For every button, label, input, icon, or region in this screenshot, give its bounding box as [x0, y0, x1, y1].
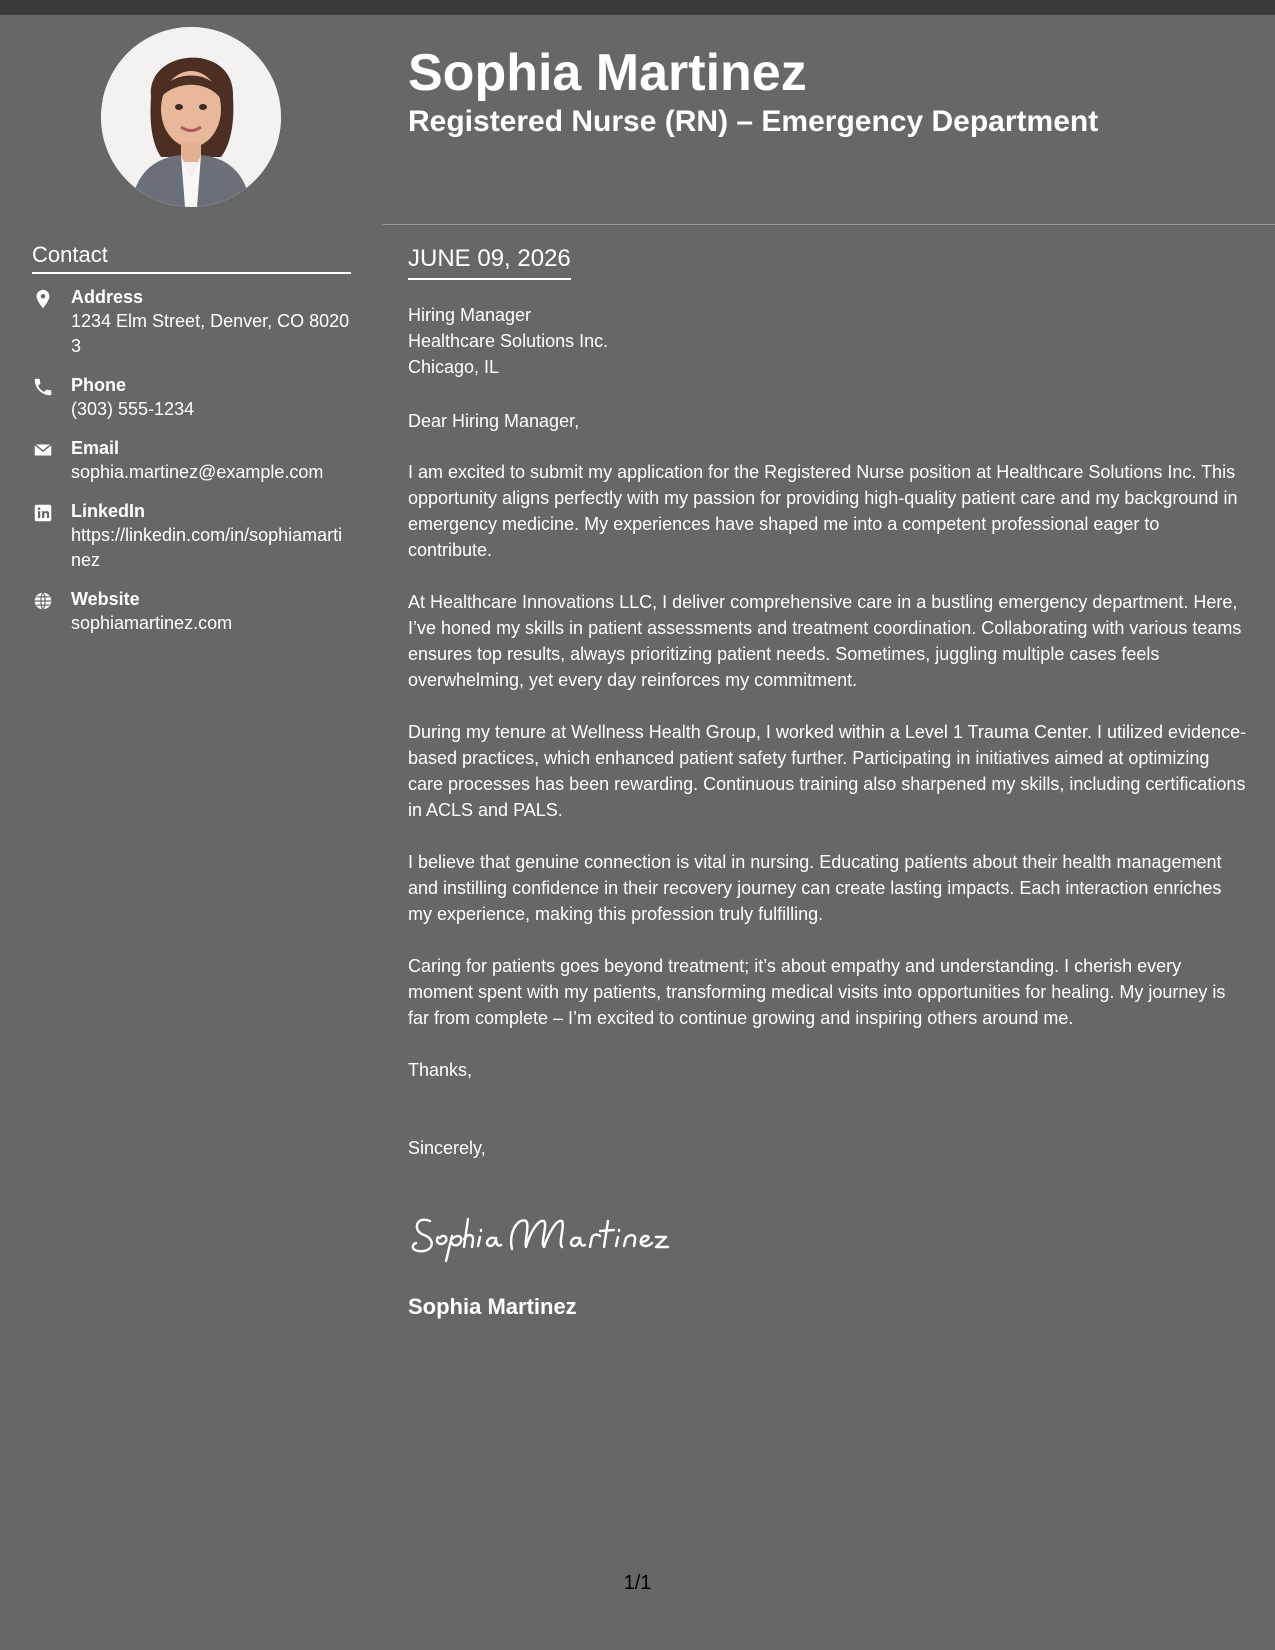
recipient-block	[408, 302, 1248, 380]
letter-paragraph: During my tenure at Wellness Health Group, I worked within a Level 1 Trauma Center. I utilized evidence-based practices, which enhanced patient safety further. Participating in initiatives aimed at optimizing care processes has been rewarding. Continuous training also sharpened my skills, including certifications in ACLS and PALS.	[408, 722, 1247, 820]
letter-date: JUNE 09, 2026	[408, 244, 571, 280]
applicant-name: Sophia Martinez	[408, 44, 807, 102]
header-divider	[383, 224, 1275, 225]
contact-heading: Contact	[32, 241, 351, 274]
envelope-icon	[32, 439, 54, 461]
contact-address	[32, 285, 352, 359]
handwritten-signature	[408, 1203, 678, 1263]
recipient-line: Hiring Manager	[408, 305, 532, 325]
contact-website	[32, 587, 232, 636]
map-pin-icon	[32, 288, 54, 310]
salutation: Dear Hiring Manager,	[408, 411, 580, 431]
phone-value: (303) 555-1234	[71, 399, 195, 419]
phone-icon	[32, 376, 54, 398]
contact-label: Address	[71, 287, 144, 307]
contact-email	[32, 436, 323, 485]
sidebar	[0, 15, 383, 1650]
thanks-line: Thanks,	[408, 1060, 473, 1080]
letter-paragraph: I believe that genuine connection is vital in nursing. Educating patients about their health management and instilling confidence in their recovery journey can create lasting impacts. Each interaction enriches my experience, making this profession truly fulfilling.	[408, 852, 1222, 924]
signed-name: Sophia Martinez	[408, 1294, 577, 1319]
linkedin-icon	[32, 502, 54, 524]
letter-paragraph: Caring for patients goes beyond treatment; it’s about empathy and understanding. I cherish every moment spent with my patients, transforming medical visits into opportunities for healing. My journey is far from complete – I’m excited to continue growing and inspiring others around me.	[408, 956, 1226, 1028]
contact-phone	[32, 373, 194, 422]
contact-label: LinkedIn	[71, 501, 146, 521]
globe-icon	[32, 590, 54, 612]
profile-photo	[101, 27, 281, 207]
recipient-line: Healthcare Solutions Inc.	[408, 331, 609, 351]
job-title: Registered Nurse (RN) – Emergency Department	[408, 105, 1099, 138]
top-bar	[0, 0, 1275, 15]
letter-paragraph: I am excited to submit my application for the Registered Nurse position at Healthcare Solutions Inc. This opportunity aligns perfectly with my passion for providing high-quality patient care and my background in emergency medicine. My experiences have shaped me into a competent professional eager to contribute.	[408, 462, 1238, 560]
recipient-line: Chicago, IL	[408, 357, 500, 377]
letter-paragraph: At Healthcare Innovations LLC, I deliver comprehensive care in a bustling emergency department. Here, I’ve honed my skills in patient assessments and treatment coordination. Collaborating with various teams ensures top results, always prioritizing patient needs. Sometimes, juggling multiple cases feels overwhelming, yet every day reinforces my commitment.	[408, 592, 1242, 690]
website-link[interactable]: sophiamartinez.com	[71, 613, 233, 633]
letter-body	[408, 302, 1248, 1161]
contact-label: Email	[71, 438, 120, 458]
email-link[interactable]: sophia.martinez@example.com	[71, 462, 324, 482]
contact-label: Website	[71, 589, 140, 609]
address-value: 1234 Elm Street, Denver, CO 80203	[71, 311, 350, 356]
contact-linkedin	[32, 499, 352, 573]
closing-line: Sincerely,	[408, 1138, 486, 1158]
linkedin-link[interactable]: https://linkedin.com/in/sophiamartinez	[71, 525, 343, 570]
page-number: 1/1	[623, 1572, 652, 1594]
contact-label: Phone	[71, 375, 127, 395]
